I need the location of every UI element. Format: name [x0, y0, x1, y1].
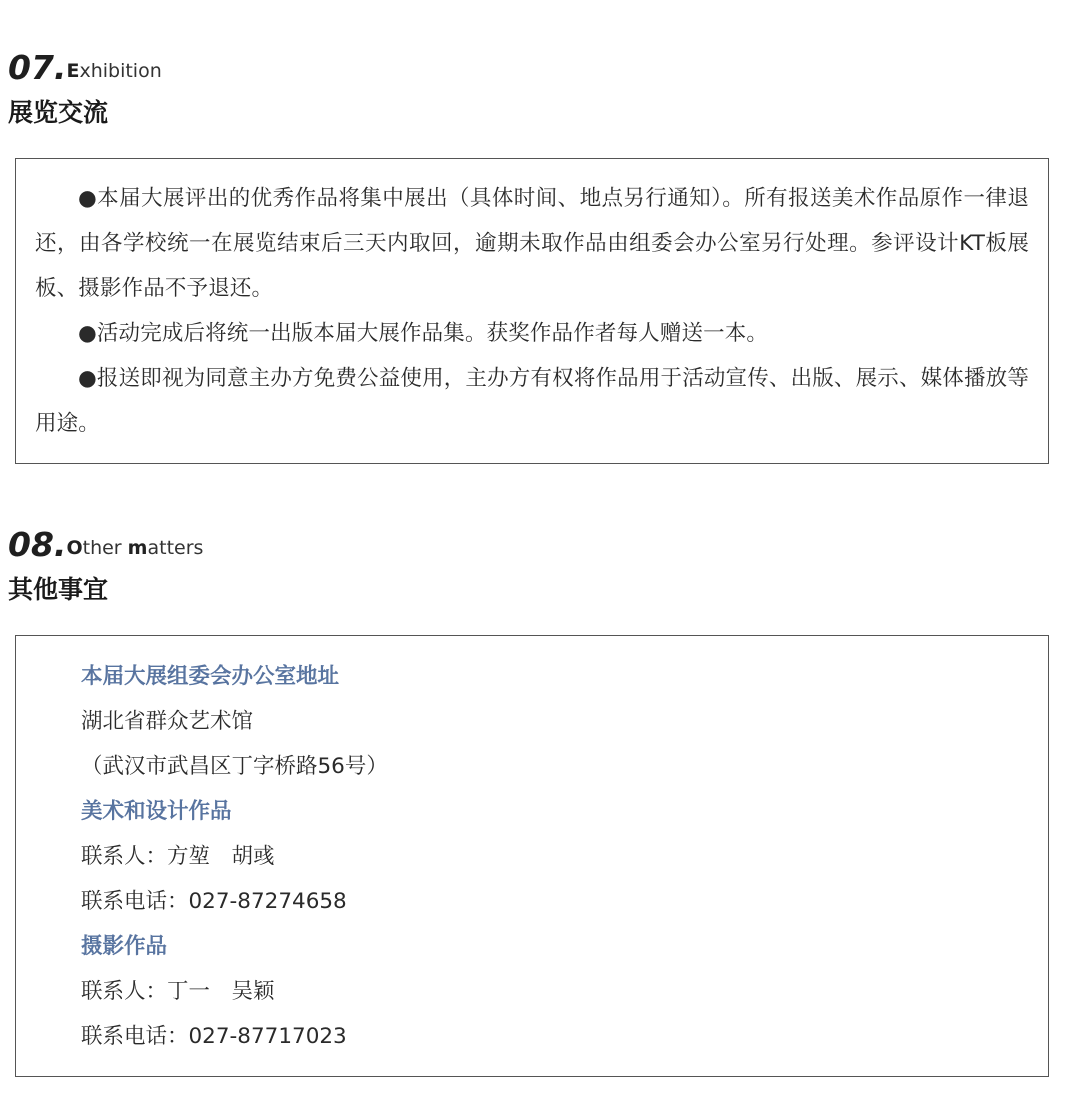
photography-phone: 联系电话：027-87717023 — [81, 1024, 347, 1049]
section-english-title — [66, 56, 161, 88]
photography-heading: 摄影作品 — [81, 934, 168, 959]
section-number: 08. — [8, 525, 67, 564]
section-number-line — [8, 525, 203, 565]
english-initial: O — [66, 537, 83, 559]
english-rest: ther — [82, 537, 128, 559]
section-title-zh: 展览交流 — [8, 98, 109, 127]
other-matters-box — [15, 635, 1049, 1077]
office-address: （武汉市武昌区丁字桥路56号） — [81, 754, 388, 779]
english-rest: xhibition — [79, 60, 162, 82]
photography-contact: 联系人：丁一 吴颖 — [81, 979, 275, 1004]
section-number-line — [8, 48, 162, 88]
section-title-zh: 其他事宜 — [8, 575, 109, 604]
office-address-heading: 本届大展组委会办公室地址 — [81, 664, 340, 689]
english-rest: atters — [147, 537, 204, 559]
section-header-exhibition — [8, 48, 162, 130]
section-number: 07. — [8, 48, 67, 87]
section-english-title — [66, 533, 203, 565]
section-header-other-matters — [8, 525, 203, 607]
art-design-contact: 联系人：方堃 胡彧 — [81, 844, 275, 869]
exhibition-info-box — [15, 158, 1049, 464]
english-initial: E — [66, 60, 80, 82]
office-name: 湖北省群众艺术馆 — [81, 709, 254, 734]
exhibition-paragraph: ●活动完成后将统一出版本届大展作品集。获奖作品作者每人赠送一本。 — [78, 321, 769, 346]
exhibition-paragraph: ●报送即视为同意主办方免费公益使用，主办方有权将作品用于活动宣传、出版、展示、媒体播放等用途。 — [35, 366, 1029, 436]
art-design-heading: 美术和设计作品 — [81, 799, 232, 824]
art-design-phone: 联系电话：027-87274658 — [81, 889, 347, 914]
exhibition-paragraph: ●本届大展评出的优秀作品将集中展出（具体时间、地点另行通知）。所有报送美术作品原作一律退还，由各学校统一在展览结束后三天内取回，逾期未取作品由组委会办公室另行处理。参评设计KT板展板、摄影作品不予退还。 — [35, 186, 1029, 301]
english-initial: m — [127, 537, 148, 559]
